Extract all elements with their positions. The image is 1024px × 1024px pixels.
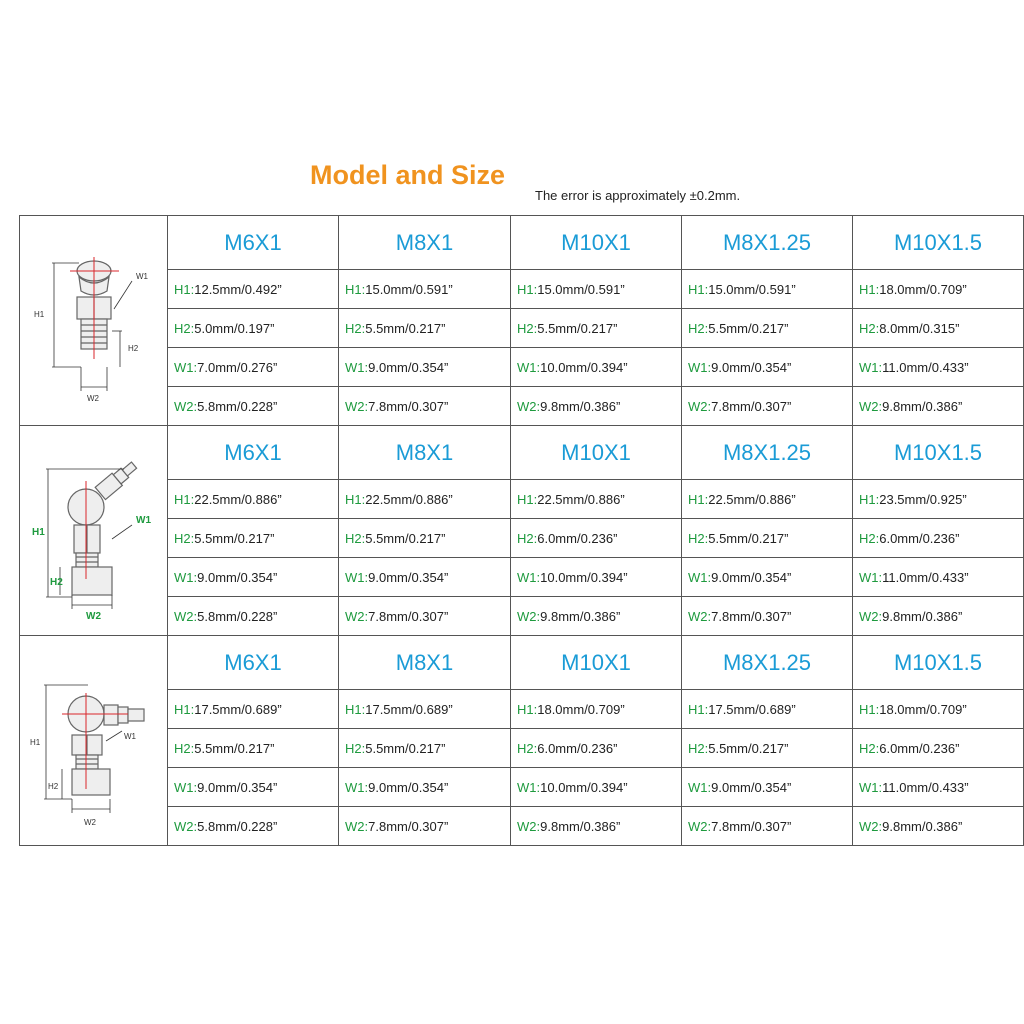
dimension-value: 17.5mm/0.689” bbox=[365, 701, 453, 717]
diagram-label-h1: H1 bbox=[33, 310, 44, 319]
diagram-label-w1: W1 bbox=[135, 515, 151, 526]
dimension-label: W1: bbox=[517, 779, 541, 795]
dimension-label: H2: bbox=[517, 740, 538, 756]
dimension-label: W1: bbox=[688, 359, 712, 375]
dimension-cell bbox=[853, 807, 1024, 846]
dimension-value: 9.0mm/0.354” bbox=[711, 359, 792, 375]
diagram-label-h1: H1 bbox=[29, 738, 40, 747]
table-row bbox=[20, 558, 1024, 597]
dimension-cell bbox=[168, 597, 339, 636]
dimension-label: H1: bbox=[345, 491, 366, 507]
dimension-cell bbox=[682, 807, 853, 846]
dimension-label: W1: bbox=[174, 779, 198, 795]
dimension-cell bbox=[511, 348, 682, 387]
dimension-label: H2: bbox=[517, 320, 538, 336]
model-name: M8X1.25 bbox=[682, 426, 853, 480]
dimension-value: 7.8mm/0.307” bbox=[368, 608, 449, 624]
dimension-label: H1: bbox=[859, 701, 880, 717]
diagram-label-h2: H2 bbox=[127, 344, 138, 353]
dimension-cell bbox=[339, 558, 511, 597]
dimension-label: W2: bbox=[345, 608, 369, 624]
dimension-value: 5.8mm/0.228” bbox=[197, 608, 278, 624]
model-name: M10X1.5 bbox=[853, 636, 1024, 690]
dimension-label: H2: bbox=[345, 740, 366, 756]
dimension-label: W2: bbox=[174, 398, 198, 414]
dimension-cell bbox=[339, 597, 511, 636]
dimension-label: H2: bbox=[859, 740, 880, 756]
diagram-label-w2: W2 bbox=[83, 818, 96, 827]
model-name: M10X1 bbox=[511, 216, 682, 270]
dimension-cell bbox=[339, 807, 511, 846]
dimension-cell bbox=[682, 519, 853, 558]
dimension-label: W1: bbox=[688, 779, 712, 795]
table-row bbox=[20, 690, 1024, 729]
dimension-label: H1: bbox=[688, 491, 709, 507]
dimension-cell bbox=[339, 480, 511, 519]
dimension-value: 11.0mm/0.433” bbox=[882, 779, 969, 795]
dimension-label: H1: bbox=[859, 491, 880, 507]
dimension-cell bbox=[168, 270, 339, 309]
dimension-value: 7.8mm/0.307” bbox=[711, 818, 792, 834]
dimension-label: W2: bbox=[859, 608, 883, 624]
dimension-value: 9.0mm/0.354” bbox=[368, 779, 449, 795]
dimension-value: 22.5mm/0.886” bbox=[365, 491, 453, 507]
dimension-value: 10.0mm/0.394” bbox=[540, 359, 628, 375]
dimension-value: 22.5mm/0.886” bbox=[194, 491, 282, 507]
dimension-label: W2: bbox=[688, 608, 712, 624]
dimension-cell bbox=[511, 768, 682, 807]
dimension-value: 9.8mm/0.386” bbox=[540, 608, 621, 624]
dimension-label: W2: bbox=[174, 818, 198, 834]
dimension-label: H2: bbox=[859, 530, 880, 546]
dimension-value: 7.8mm/0.307” bbox=[711, 608, 792, 624]
model-name: M10X1 bbox=[511, 636, 682, 690]
dimension-value: 18.0mm/0.709” bbox=[879, 281, 967, 297]
table-row bbox=[20, 348, 1024, 387]
dimension-cell bbox=[682, 729, 853, 768]
diagram-label-w2: W2 bbox=[85, 611, 101, 622]
dimension-label: W2: bbox=[517, 608, 541, 624]
dimension-label: W1: bbox=[345, 779, 369, 795]
diagram-label-h1: H1 bbox=[31, 527, 45, 538]
dimension-value: 9.0mm/0.354” bbox=[368, 359, 449, 375]
model-name: M8X1.25 bbox=[682, 216, 853, 270]
model-name: M6X1 bbox=[168, 426, 339, 480]
dimension-value: 5.8mm/0.228” bbox=[197, 818, 278, 834]
dimension-label: W2: bbox=[517, 818, 541, 834]
dimension-value: 17.5mm/0.689” bbox=[708, 701, 796, 717]
dimension-cell bbox=[853, 270, 1024, 309]
dimension-cell bbox=[339, 768, 511, 807]
model-header-row bbox=[20, 426, 1024, 480]
dimension-label: W2: bbox=[174, 608, 198, 624]
dimension-cell bbox=[168, 480, 339, 519]
dimension-cell bbox=[339, 690, 511, 729]
dimension-value: 6.0mm/0.236” bbox=[537, 530, 618, 546]
table-row bbox=[20, 480, 1024, 519]
dimension-cell bbox=[339, 519, 511, 558]
dimension-cell bbox=[682, 348, 853, 387]
model-name: M6X1 bbox=[168, 636, 339, 690]
dimension-label: W2: bbox=[345, 398, 369, 414]
table-row bbox=[20, 270, 1024, 309]
dimension-value: 9.8mm/0.386” bbox=[882, 398, 963, 414]
model-name: M8X1 bbox=[339, 636, 511, 690]
dimension-value: 9.8mm/0.386” bbox=[540, 398, 621, 414]
dimension-label: H1: bbox=[174, 701, 195, 717]
dimension-value: 5.5mm/0.217” bbox=[708, 740, 789, 756]
table-row bbox=[20, 309, 1024, 348]
dimension-cell bbox=[168, 519, 339, 558]
dimension-label: W1: bbox=[174, 569, 198, 585]
dimension-value: 9.8mm/0.386” bbox=[882, 818, 963, 834]
dimension-cell bbox=[853, 519, 1024, 558]
table-row bbox=[20, 597, 1024, 636]
dimension-value: 5.8mm/0.228” bbox=[197, 398, 278, 414]
dimension-value: 11.0mm/0.433” bbox=[882, 569, 969, 585]
dimension-value: 11.0mm/0.433” bbox=[882, 359, 969, 375]
dimension-cell bbox=[682, 558, 853, 597]
model-name: M6X1 bbox=[168, 216, 339, 270]
dimension-cell bbox=[168, 387, 339, 426]
dimension-cell bbox=[682, 597, 853, 636]
dimension-cell bbox=[682, 270, 853, 309]
dimension-cell bbox=[853, 387, 1024, 426]
dimension-label: H1: bbox=[688, 701, 709, 717]
dimension-cell bbox=[168, 768, 339, 807]
table-row bbox=[20, 519, 1024, 558]
page-title: Model and Size bbox=[310, 160, 506, 190]
dimension-cell bbox=[339, 309, 511, 348]
dimension-label: H2: bbox=[174, 320, 195, 336]
dimension-value: 10.0mm/0.394” bbox=[540, 569, 628, 585]
dimension-cell bbox=[168, 309, 339, 348]
dimension-cell bbox=[168, 729, 339, 768]
dimension-cell bbox=[853, 768, 1024, 807]
dimension-label: H1: bbox=[345, 701, 366, 717]
diagram-label-h2: H2 bbox=[47, 782, 58, 791]
dimension-value: 23.5mm/0.925” bbox=[879, 491, 967, 507]
90-degree-fitting-icon bbox=[20, 636, 168, 846]
dimension-cell bbox=[853, 690, 1024, 729]
diagram-label-w1: W1 bbox=[135, 272, 148, 281]
dimension-value: 15.0mm/0.591” bbox=[365, 281, 453, 297]
diagram-label-w1: W1 bbox=[123, 732, 136, 741]
dimension-value: 15.0mm/0.591” bbox=[708, 281, 796, 297]
dimension-value: 9.0mm/0.354” bbox=[197, 569, 278, 585]
dimension-label: W1: bbox=[859, 779, 883, 795]
dimension-label: H2: bbox=[688, 530, 709, 546]
dimension-value: 9.0mm/0.354” bbox=[197, 779, 278, 795]
model-name: M10X1 bbox=[511, 426, 682, 480]
dimension-label: H1: bbox=[517, 281, 538, 297]
dimension-cell bbox=[853, 558, 1024, 597]
model-name: M8X1 bbox=[339, 426, 511, 480]
dimension-cell bbox=[511, 270, 682, 309]
dimension-cell bbox=[853, 729, 1024, 768]
dimension-value: 5.5mm/0.217” bbox=[365, 530, 446, 546]
dimension-value: 18.0mm/0.709” bbox=[537, 701, 625, 717]
dimension-value: 17.5mm/0.689” bbox=[194, 701, 282, 717]
dimension-value: 22.5mm/0.886” bbox=[708, 491, 796, 507]
dimension-label: W2: bbox=[517, 398, 541, 414]
dimension-label: W1: bbox=[517, 569, 541, 585]
diagram-label-h2: H2 bbox=[49, 577, 63, 588]
dimension-label: H2: bbox=[517, 530, 538, 546]
dimension-value: 9.0mm/0.354” bbox=[711, 569, 792, 585]
spec-table bbox=[19, 215, 1024, 846]
dimension-label: H1: bbox=[688, 281, 709, 297]
dimension-cell bbox=[853, 597, 1024, 636]
dimension-value: 12.5mm/0.492” bbox=[194, 281, 282, 297]
dimension-value: 7.8mm/0.307” bbox=[711, 398, 792, 414]
model-header-row bbox=[20, 216, 1024, 270]
dimension-cell bbox=[682, 387, 853, 426]
dimension-label: W1: bbox=[345, 359, 369, 375]
dimension-cell bbox=[339, 270, 511, 309]
dimension-value: 7.0mm/0.276” bbox=[197, 359, 278, 375]
dimension-label: W2: bbox=[345, 818, 369, 834]
dimension-cell bbox=[168, 807, 339, 846]
dimension-label: W2: bbox=[859, 398, 883, 414]
dimension-value: 5.5mm/0.217” bbox=[708, 320, 789, 336]
dimension-cell bbox=[511, 729, 682, 768]
dimension-label: W1: bbox=[688, 569, 712, 585]
dimension-value: 18.0mm/0.709” bbox=[879, 701, 967, 717]
model-name: M8X1.25 bbox=[682, 636, 853, 690]
dimension-cell bbox=[511, 519, 682, 558]
dimension-label: H2: bbox=[345, 530, 366, 546]
dimension-value: 5.5mm/0.217” bbox=[708, 530, 789, 546]
dimension-label: H2: bbox=[174, 530, 195, 546]
straight-fitting-icon bbox=[20, 216, 168, 426]
dimension-value: 22.5mm/0.886” bbox=[537, 491, 625, 507]
dimension-cell bbox=[682, 768, 853, 807]
dimension-cell bbox=[511, 690, 682, 729]
dimension-cell bbox=[511, 309, 682, 348]
diagram-label-w2: W2 bbox=[86, 394, 99, 403]
45-degree-fitting-icon bbox=[20, 426, 168, 636]
dimension-value: 8.0mm/0.315” bbox=[879, 320, 960, 336]
dimension-label: H1: bbox=[517, 491, 538, 507]
dimension-value: 9.0mm/0.354” bbox=[368, 569, 449, 585]
dimension-cell bbox=[853, 309, 1024, 348]
dimension-label: W1: bbox=[859, 359, 883, 375]
dimension-cell bbox=[682, 480, 853, 519]
dimension-label: W2: bbox=[688, 818, 712, 834]
dimension-cell bbox=[511, 807, 682, 846]
dimension-value: 9.8mm/0.386” bbox=[540, 818, 621, 834]
dimension-cell bbox=[168, 690, 339, 729]
dimension-label: H2: bbox=[345, 320, 366, 336]
table-row bbox=[20, 807, 1024, 846]
dimension-cell bbox=[168, 558, 339, 597]
dimension-value: 15.0mm/0.591” bbox=[537, 281, 625, 297]
dimension-value: 5.5mm/0.217” bbox=[194, 740, 275, 756]
dimension-label: W2: bbox=[688, 398, 712, 414]
dimension-value: 6.0mm/0.236” bbox=[537, 740, 618, 756]
dimension-label: H1: bbox=[174, 491, 195, 507]
model-name: M10X1.5 bbox=[853, 216, 1024, 270]
dimension-value: 7.8mm/0.307” bbox=[368, 398, 449, 414]
dimension-cell bbox=[511, 597, 682, 636]
table-row bbox=[20, 387, 1024, 426]
error-note: The error is approximately ±0.2mm. bbox=[535, 188, 741, 203]
dimension-cell bbox=[682, 690, 853, 729]
table-row bbox=[20, 768, 1024, 807]
dimension-label: H2: bbox=[174, 740, 195, 756]
model-name: M8X1 bbox=[339, 216, 511, 270]
dimension-label: W1: bbox=[174, 359, 198, 375]
dimension-label: H2: bbox=[859, 320, 880, 336]
dimension-cell bbox=[511, 480, 682, 519]
dimension-cell bbox=[168, 348, 339, 387]
dimension-value: 9.0mm/0.354” bbox=[711, 779, 792, 795]
dimension-value: 6.0mm/0.236” bbox=[879, 740, 960, 756]
dimension-label: H1: bbox=[859, 281, 880, 297]
dimension-value: 7.8mm/0.307” bbox=[368, 818, 449, 834]
dimension-value: 5.5mm/0.217” bbox=[194, 530, 275, 546]
dimension-value: 5.5mm/0.217” bbox=[537, 320, 618, 336]
dimension-value: 5.5mm/0.217” bbox=[365, 740, 446, 756]
dimension-cell bbox=[339, 729, 511, 768]
dimension-cell bbox=[682, 309, 853, 348]
dimension-label: W1: bbox=[345, 569, 369, 585]
dimension-value: 9.8mm/0.386” bbox=[882, 608, 963, 624]
dimension-cell bbox=[339, 387, 511, 426]
dimension-label: H2: bbox=[688, 740, 709, 756]
model-header-row bbox=[20, 636, 1024, 690]
dimension-label: H2: bbox=[688, 320, 709, 336]
dimension-value: 10.0mm/0.394” bbox=[540, 779, 628, 795]
table-row bbox=[20, 729, 1024, 768]
dimension-cell bbox=[853, 480, 1024, 519]
dimension-label: W1: bbox=[517, 359, 541, 375]
dimension-label: H1: bbox=[345, 281, 366, 297]
dimension-label: W2: bbox=[859, 818, 883, 834]
dimension-cell bbox=[511, 558, 682, 597]
model-name: M10X1.5 bbox=[853, 426, 1024, 480]
dimension-label: W1: bbox=[859, 569, 883, 585]
dimension-value: 5.5mm/0.217” bbox=[365, 320, 446, 336]
dimension-cell bbox=[339, 348, 511, 387]
dimension-value: 5.0mm/0.197” bbox=[194, 320, 275, 336]
dimension-label: H1: bbox=[174, 281, 195, 297]
dimension-cell bbox=[511, 387, 682, 426]
dimension-label: H1: bbox=[517, 701, 538, 717]
dimension-value: 6.0mm/0.236” bbox=[879, 530, 960, 546]
dimension-cell bbox=[853, 348, 1024, 387]
